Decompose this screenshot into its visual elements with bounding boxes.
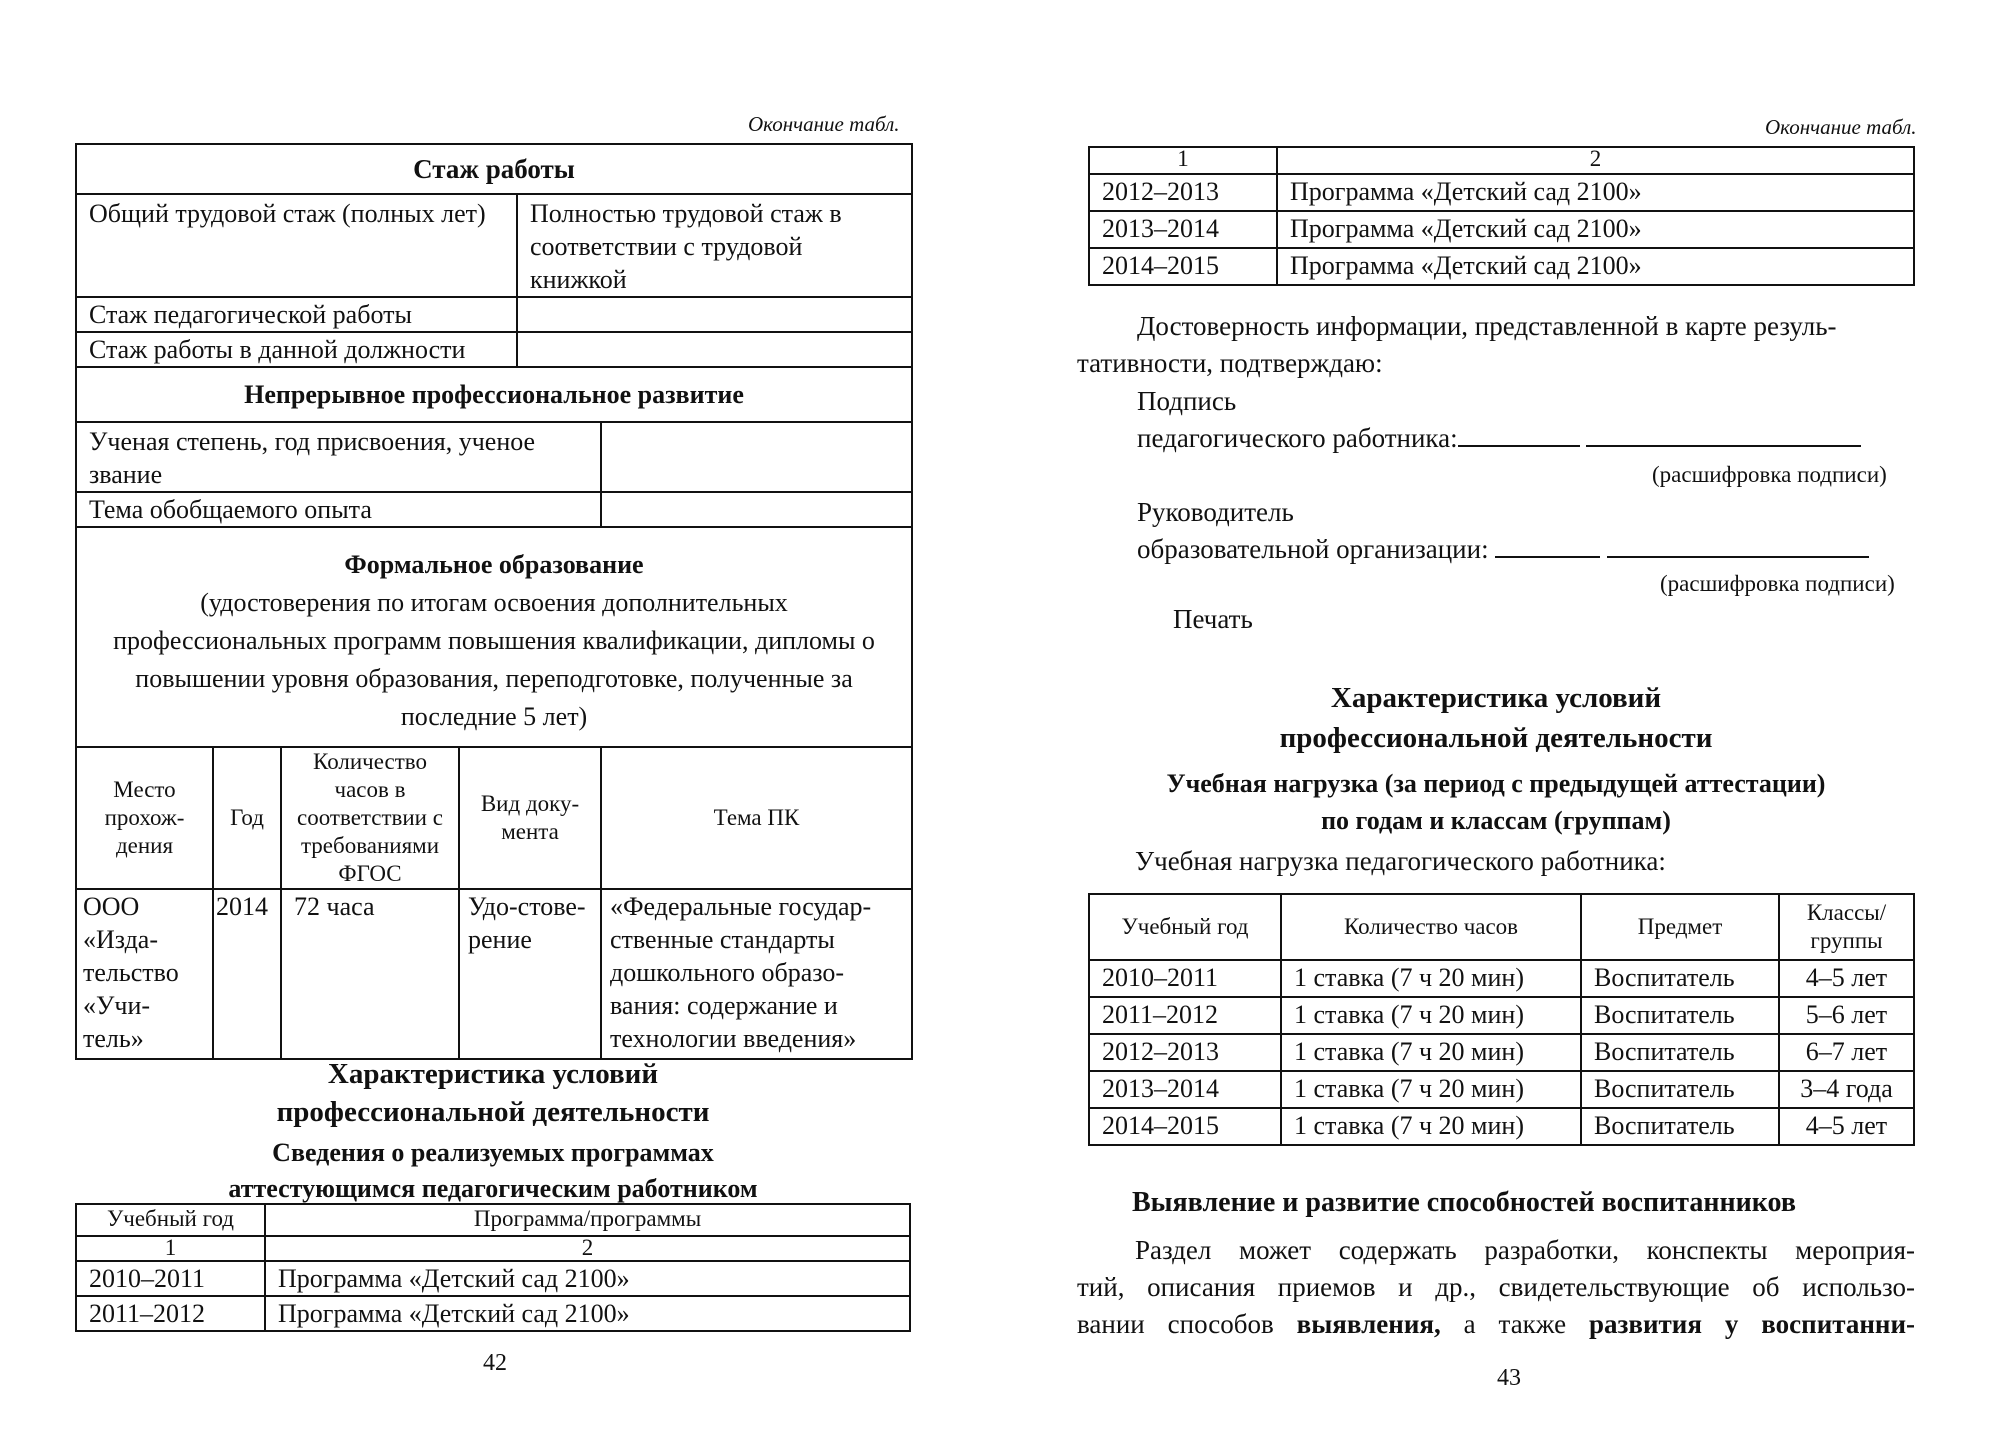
table-row <box>1089 174 1914 211</box>
cell-group: 5–6 лет <box>1779 997 1914 1034</box>
heading-line: Характеристика условий <box>1330 682 1662 714</box>
table-cell-value <box>601 492 912 527</box>
cell-year: 2012–2013 <box>1089 1034 1281 1071</box>
confirmation-text-line: тативности, подтверждаю: <box>1077 348 1383 378</box>
load-heading <box>1077 765 1915 839</box>
text-run-bold: выявления, <box>1296 1309 1441 1339</box>
signature-line[interactable] <box>1495 532 1600 558</box>
column-header: Учебный год <box>76 1204 265 1236</box>
table-row <box>1089 1034 1914 1071</box>
continuation-label: Окончание табл. <box>1765 115 1917 139</box>
stamp-label: Печать <box>1173 604 1253 634</box>
cell-year: 2013–2014 <box>1089 1071 1281 1108</box>
table-row <box>1089 997 1914 1034</box>
cell-subject: Воспитатель <box>1581 1071 1779 1108</box>
cell-program: Программа «Детский сад 2100» <box>265 1296 910 1331</box>
cell-year: 2013–2014 <box>1089 211 1277 248</box>
text-run: вании способов <box>1077 1309 1297 1339</box>
column-header: Учебный год <box>1089 894 1281 960</box>
programs-heading <box>75 1135 911 1207</box>
cell-group: 6–7 лет <box>1779 1034 1914 1071</box>
signature-head-label: Руководитель <box>1137 497 1294 527</box>
signature-teacher-label: педагогического работника: <box>1137 423 1458 453</box>
heading-line: Характеристика условий <box>327 1058 659 1090</box>
table-cell-value: Полностью трудовой стаж в соответствии с трудовой книжкой <box>517 194 912 297</box>
abilities-paragraph-line <box>1077 1232 1915 1269</box>
table-row <box>1089 211 1914 248</box>
column-number: 2 <box>1277 147 1914 174</box>
cell-hours: 1 ставка (7 ч 20 мин) <box>1281 1071 1581 1108</box>
cell-year: 2010–2011 <box>76 1261 265 1296</box>
signature-line[interactable] <box>1458 421 1580 447</box>
cell-subject: Воспитатель <box>1581 997 1779 1034</box>
heading-line: профессиональной деятельности <box>276 1096 710 1128</box>
table-row <box>76 1296 910 1331</box>
text-run-bold: развития у воспитанни- <box>1589 1309 1916 1339</box>
cell-subject: Воспитатель <box>1581 1108 1779 1145</box>
heading-line: по годам и классам (группам) <box>1321 806 1671 835</box>
heading-line: Сведения о реализуемых программах <box>272 1138 714 1167</box>
cell-year: 2014–2015 <box>1089 1108 1281 1145</box>
column-header: Вид доку-мента <box>459 747 601 889</box>
page-number: 42 <box>483 1350 507 1376</box>
table-row <box>1089 1071 1914 1108</box>
signature-decode-caption: (расшифровка подписи) <box>1660 571 1895 596</box>
education-note: (удостоверения по итогам освоения дополнительных профессиональных программ повышения квалификации, дипломы о повышении уровня образования, переподготовке, полученные за последние 5 лет) <box>113 588 875 731</box>
heading-line: профессиональной деятельности <box>1279 722 1713 754</box>
cell-group: 3–4 года <box>1779 1071 1914 1108</box>
cell-program: Программа «Детский сад 2100» <box>1277 248 1914 285</box>
column-header: Тема ПК <box>601 747 912 889</box>
heading-line: Учебная нагрузка (за период с предыдущей аттестации) <box>1166 769 1826 798</box>
cell-program: Программа «Детский сад 2100» <box>265 1261 910 1296</box>
column-header: Год <box>213 747 281 889</box>
table-row <box>76 889 912 1059</box>
text-run: Раздел может содержать разработки, конспекты мероприя- <box>1135 1235 1915 1265</box>
column-header: Место прохож-дения <box>76 747 213 889</box>
signature-decode-line[interactable] <box>1586 421 1861 447</box>
table-cell-label: Общий трудовой стаж (полных лет) <box>76 194 517 297</box>
table-cell-value <box>601 422 912 492</box>
cell-year: 2014 <box>213 889 281 1059</box>
cell-doc-type: Удо-стове-рение <box>459 889 601 1059</box>
cell-subject: Воспитатель <box>1581 960 1779 997</box>
text-run: а также <box>1440 1309 1589 1339</box>
programs-table <box>75 1203 911 1332</box>
cell-program: Программа «Детский сад 2100» <box>1277 211 1914 248</box>
cell-topic: «Федеральные государ-ственные стандарты дошкольного образо-вания: содержание и технологии введения» <box>601 889 912 1059</box>
conditions-heading <box>75 1055 911 1131</box>
table-cell-value <box>517 332 912 367</box>
section-title-development: Непрерывное профессиональное развитие <box>76 367 912 422</box>
column-header: Классы/ группы <box>1779 894 1914 960</box>
table-row <box>1089 960 1914 997</box>
experience-table <box>75 143 913 1060</box>
table-cell-label: Ученая степень, год присвоения, ученое звание <box>76 422 601 492</box>
table-cell-label: Стаж педагогической работы <box>76 297 517 332</box>
heading-line: аттестующимся педагогическим работником <box>228 1174 758 1203</box>
signature-head-label: образовательной организации: <box>1137 534 1489 564</box>
cell-group: 4–5 лет <box>1779 1108 1914 1145</box>
programs-table-continued <box>1088 146 1915 286</box>
table-cell-label: Стаж работы в данной должности <box>76 332 517 367</box>
signature-decode-caption: (расшифровка подписи) <box>1652 462 1887 487</box>
table-cell-label: Тема обобщаемого опыта <box>76 492 601 527</box>
cell-program: Программа «Детский сад 2100» <box>1277 174 1914 211</box>
abilities-paragraph-line: тий, описания приемов и др., свидетельствующие об использо- <box>1077 1272 1915 1302</box>
cell-place: ООО «Изда-тельство «Учи-тель» <box>76 889 213 1059</box>
load-intro: Учебная нагрузка педагогического работника: <box>1135 846 1666 876</box>
cell-year: 2010–2011 <box>1089 960 1281 997</box>
cell-hours: 1 ставка (7 ч 20 мин) <box>1281 1034 1581 1071</box>
column-header: Количество часов в соответствии с требованиями ФГОС <box>281 747 459 889</box>
education-section <box>76 527 912 747</box>
signature-decode-line[interactable] <box>1607 532 1869 558</box>
column-number: 1 <box>76 1236 265 1261</box>
conditions-heading <box>1077 678 1915 758</box>
cell-hours: 1 ставка (7 ч 20 мин) <box>1281 997 1581 1034</box>
cell-year: 2011–2012 <box>76 1296 265 1331</box>
section-title-experience: Стаж работы <box>76 144 912 194</box>
table-row <box>76 1261 910 1296</box>
table-row <box>1089 248 1914 285</box>
cell-year: 2011–2012 <box>1089 997 1281 1034</box>
table-cell-value <box>517 297 912 332</box>
column-number: 1 <box>1089 147 1277 174</box>
abilities-paragraph-line <box>1077 1306 1915 1343</box>
cell-hours: 1 ставка (7 ч 20 мин) <box>1281 1108 1581 1145</box>
cell-subject: Воспитатель <box>1581 1034 1779 1071</box>
abilities-heading: Выявление и развитие способностей воспитанников <box>1132 1187 1796 1218</box>
load-table <box>1088 893 1915 1146</box>
continuation-label: Окончание табл. <box>748 112 900 136</box>
section-title-education: Формальное образование <box>344 550 644 579</box>
column-header: Предмет <box>1581 894 1779 960</box>
cell-year: 2012–2013 <box>1089 174 1277 211</box>
column-header: Программа/программы <box>265 1204 910 1236</box>
column-number: 2 <box>265 1236 910 1261</box>
page-number: 43 <box>1497 1365 1521 1391</box>
cell-hours: 72 часа <box>281 889 459 1059</box>
column-header: Количество часов <box>1281 894 1581 960</box>
confirmation-text-line: Достоверность информации, представленной в карте резуль- <box>1137 311 1837 341</box>
cell-year: 2014–2015 <box>1089 248 1277 285</box>
cell-group: 4–5 лет <box>1779 960 1914 997</box>
signature-teacher-row <box>1137 420 1861 457</box>
table-row <box>1089 1108 1914 1145</box>
signature-teacher-label: Подпись <box>1137 386 1237 416</box>
signature-head-row <box>1137 531 1869 568</box>
cell-hours: 1 ставка (7 ч 20 мин) <box>1281 960 1581 997</box>
